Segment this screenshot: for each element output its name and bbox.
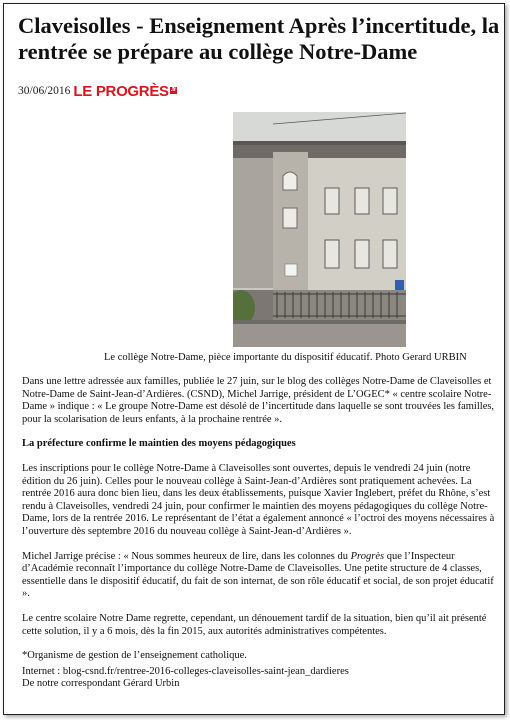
paragraph-intro: Dans une lettre adressée aux familles, publiée le 27 juin, sur le blog des collèges Notre-Dame de Claveisolles et Notre-Dame de Saint-Jean-d’Ardières. (CSND), Michel Jarrige, président de L’OGEC* « centre scolaire Notre-Dame » indique : « Le groupe Notre-Dame est désolé de l’incertitude dans laquelle se sont trouvées les familles, pour la scolarisation de leurs enfants, à la prochaine rentrée ». <box>22 376 495 425</box>
internet-link: Internet : blog-csnd.fr/rentree-2016-colleges-claveisolles-saint-jean_dardieres <box>22 665 349 677</box>
paragraph-inscriptions: Les inscriptions pour le collège Notre-Dame à Claveisolles sont ouvertes, depuis le vendredi 24 juin (notre édition du 26 juin). Celles pour le nouveau collège à Saint-Jean-d’Ardières sont pratiquement achevées. La rentrée 2016 aura donc bien lieu, dans les deux établissements, puisque Xavier Inglebert, préfet du Rhône, s’est rendu à Claveisolles, vendredi 24 juin, pour confirmer le maintien des moyens pédagogiques du collège Notre-Dame, lors de la rentrée 2016. Le représentant de l’état a également annoncé « l’octroi des moyens nécessaires à l’ouverture dès septembre 2016 du nouveau collège à Saint-Jean-d’Ardières ». <box>22 462 495 537</box>
article-frame <box>3 3 505 715</box>
logo-suffix: .fr <box>170 86 176 93</box>
college-building-illustration <box>233 112 406 347</box>
correspondent-credit: De notre correspondant Gérard Urbin <box>22 678 180 690</box>
section-subheading: La préfecture confirme le maintien des moyens pédagogiques <box>22 438 296 450</box>
footnote: *Organisme de gestion de l’enseignement catholique. <box>22 650 247 662</box>
quote-text-start: Michel Jarrige précise : « Nous sommes heureux de lire, dans les colonnes du <box>22 550 351 562</box>
quote-text-end: que l’Inspecteur d’Académie reconnaît l’importance du collège Notre-Dame de Claveisolles. Une petite structure de 4 classes, essentielle dans le dispositif éducatif, du fait de son internat, de son rôle éducatif et social, de son projet éducatif ». <box>22 550 494 600</box>
article-body <box>22 376 498 691</box>
college-photo <box>233 112 406 347</box>
article-title: Claveisolles - Enseignement Après l’incertitude, la rentrée se prépare au collège Notre-Dame <box>18 13 500 64</box>
article-date: 30/06/2016 <box>18 85 71 97</box>
newspaper-name: Progrès <box>350 550 385 562</box>
paragraph-regret: Le centre scolaire Notre Dame regrette, cependant, un dénouement tardif de la situation, bien qu’il ait présenté cette solution, il y a 6 mois, dès la fin 2015, aux autorités administratives compétentes. <box>22 612 487 637</box>
paragraph-quote <box>22 551 498 601</box>
logo-text: LE PROGRÈS <box>73 82 169 100</box>
le-progres-logo <box>73 83 176 100</box>
photo-caption: Le collège Notre-Dame, pièce importante du dispositif éducatif. Photo Gerard URBIN <box>104 352 467 363</box>
dateline <box>18 81 177 101</box>
